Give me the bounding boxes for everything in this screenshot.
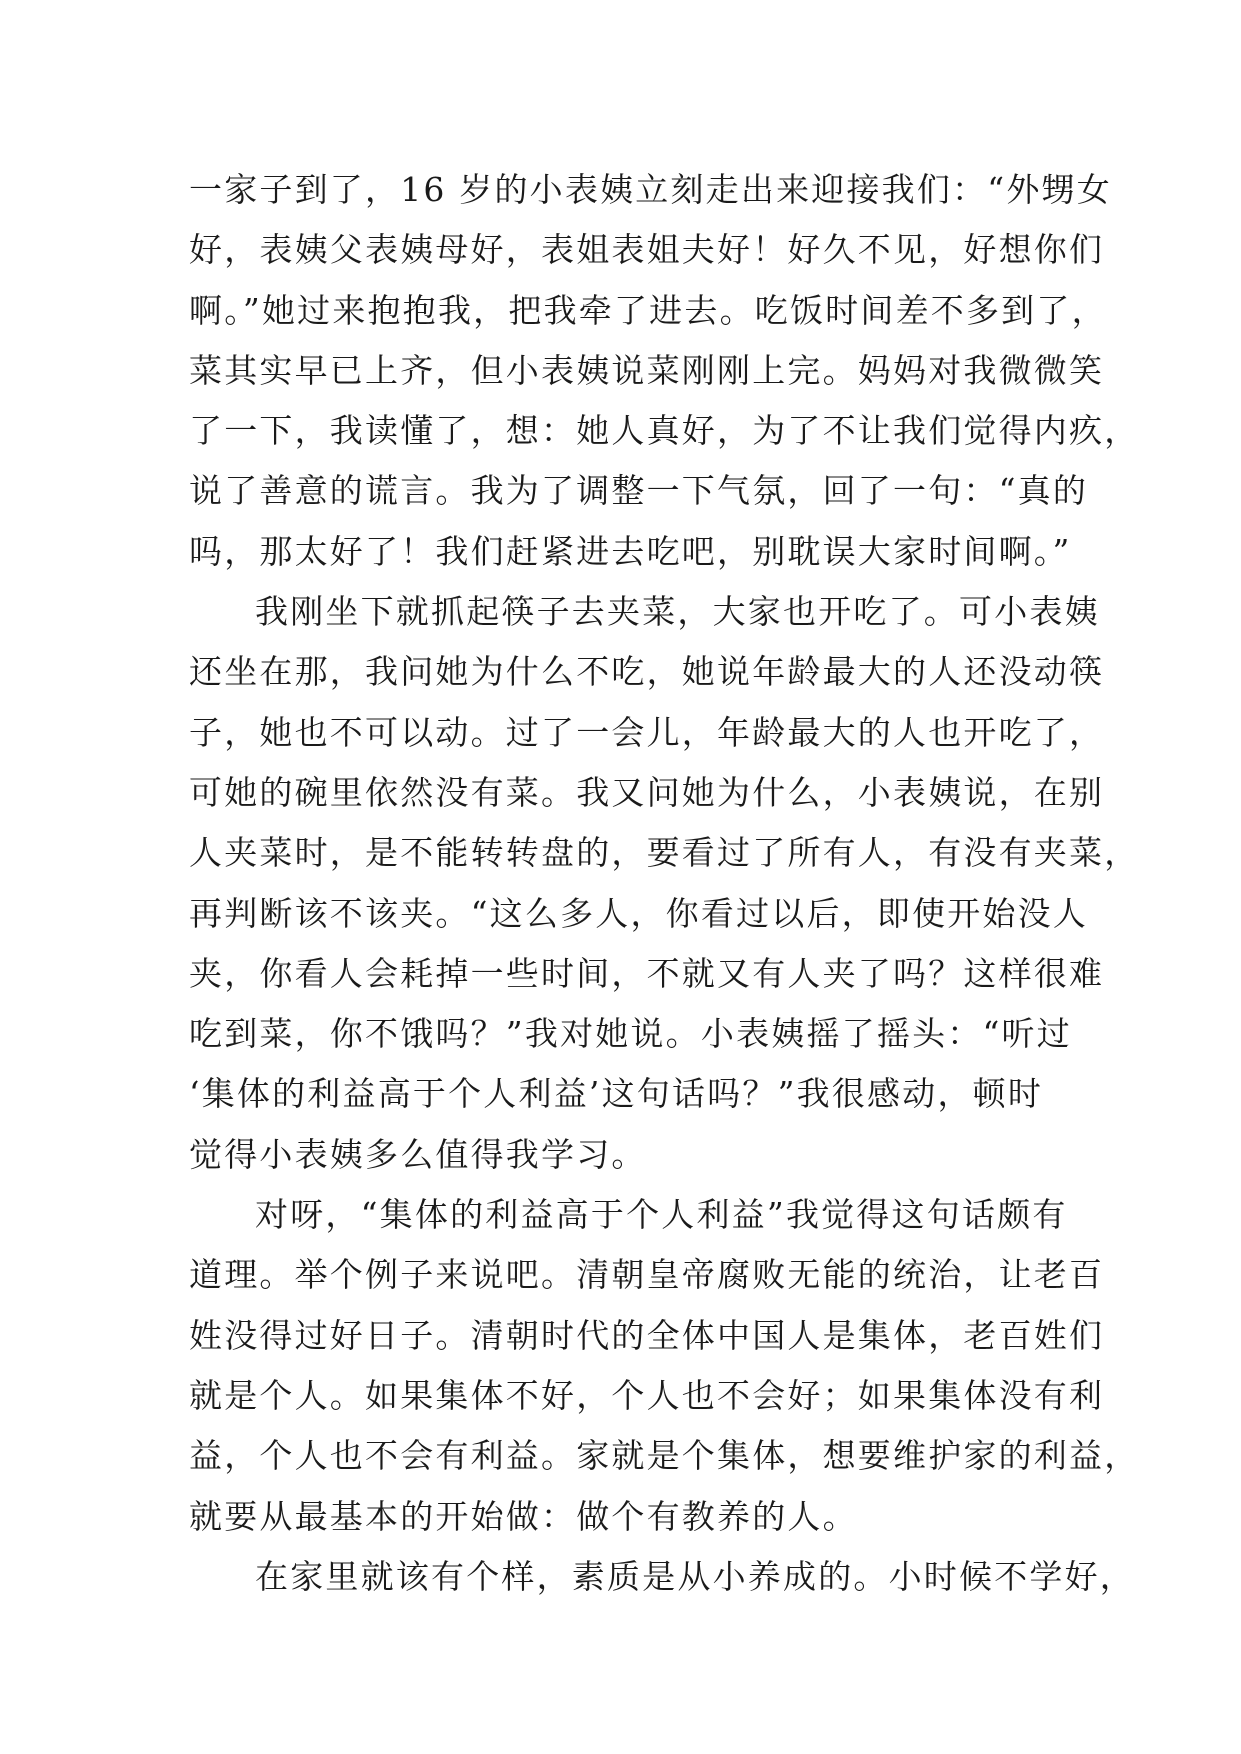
text-line: 就是个人。如果集体不好，个人也不会好；如果集体没有利	[189, 1375, 1105, 1415]
text-line: 夹，你看人会耗掉一些时间，不就又有人夹了吗？这样很难	[189, 953, 1105, 993]
text-line: 好，表姨父表姨母好，表姐表姐夫好！好久不见，好想你们	[189, 230, 1105, 270]
text-line: 道理。举个例子来说吧。清朝皇帝腐败无能的统治，让老百	[189, 1255, 1105, 1295]
text-line: 说了善意的谎言。我为了调整一下气氛，回了一句：“真的	[189, 471, 1089, 511]
text-line: 吃到菜，你不饿吗？”我对她说。小表姨摇了摇头：“听过	[189, 1014, 1072, 1054]
text-line: 吗，那太好了！我们赶紧进去吃吧，别耽误大家时间啊。”	[189, 531, 1072, 571]
text-line: 姓没得过好日子。清朝时代的全体中国人是集体，老百姓们	[189, 1315, 1105, 1355]
paragraph-first-line: 在家里就该有个样，素质是从小养成的。小时候不学好，	[255, 1556, 1135, 1596]
text-line: ‘集体的利益高于个人利益’这句话吗？”我很感动，顿时	[189, 1074, 1044, 1114]
text-line: 可她的碗里依然没有菜。我又问她为什么，小表姨说，在别	[189, 772, 1105, 812]
paragraph-first-line: 我刚坐下就抓起筷子去夹菜，大家也开吃了。可小表姨	[255, 592, 1100, 632]
text-line: 菜其实早已上齐，但小表姨说菜刚刚上完。妈妈对我微微笑	[189, 350, 1105, 390]
text-line: 益，个人也不会有利益。家就是个集体，想要维护家的利益，	[189, 1436, 1140, 1476]
text-line: 还坐在那，我问她为什么不吃，她说年龄最大的人还没动筷	[189, 652, 1105, 692]
paragraph-first-line: 对呀，“集体的利益高于个人利益”我觉得这句话颇有	[255, 1195, 1068, 1235]
text-line: 一家子到了，16 岁的小表姨立刻走出来迎接我们：“外甥女	[189, 170, 1112, 209]
text-line: 人夹菜时，是不能转转盘的，要看过了所有人，有没有夹菜，	[189, 833, 1140, 873]
text-line: 再判断该不该夹。“这么多人，你看过以后，即使开始没人	[189, 893, 1089, 933]
text-line: 就要从最基本的开始做：做个有教养的人。	[189, 1496, 858, 1536]
text-line: 了一下，我读懂了，想：她人真好，为了不让我们觉得内疚，	[189, 411, 1140, 451]
text-line: 觉得小表姨多么值得我学习。	[189, 1134, 647, 1174]
body-text	[189, 160, 1140, 1607]
text-line: 子，她也不可以动。过了一会儿，年龄最大的人也开吃了，	[189, 712, 1105, 752]
text-line: 啊。”她过来抱抱我，把我牵了进去。吃饭时间差不多到了，	[189, 290, 1107, 330]
